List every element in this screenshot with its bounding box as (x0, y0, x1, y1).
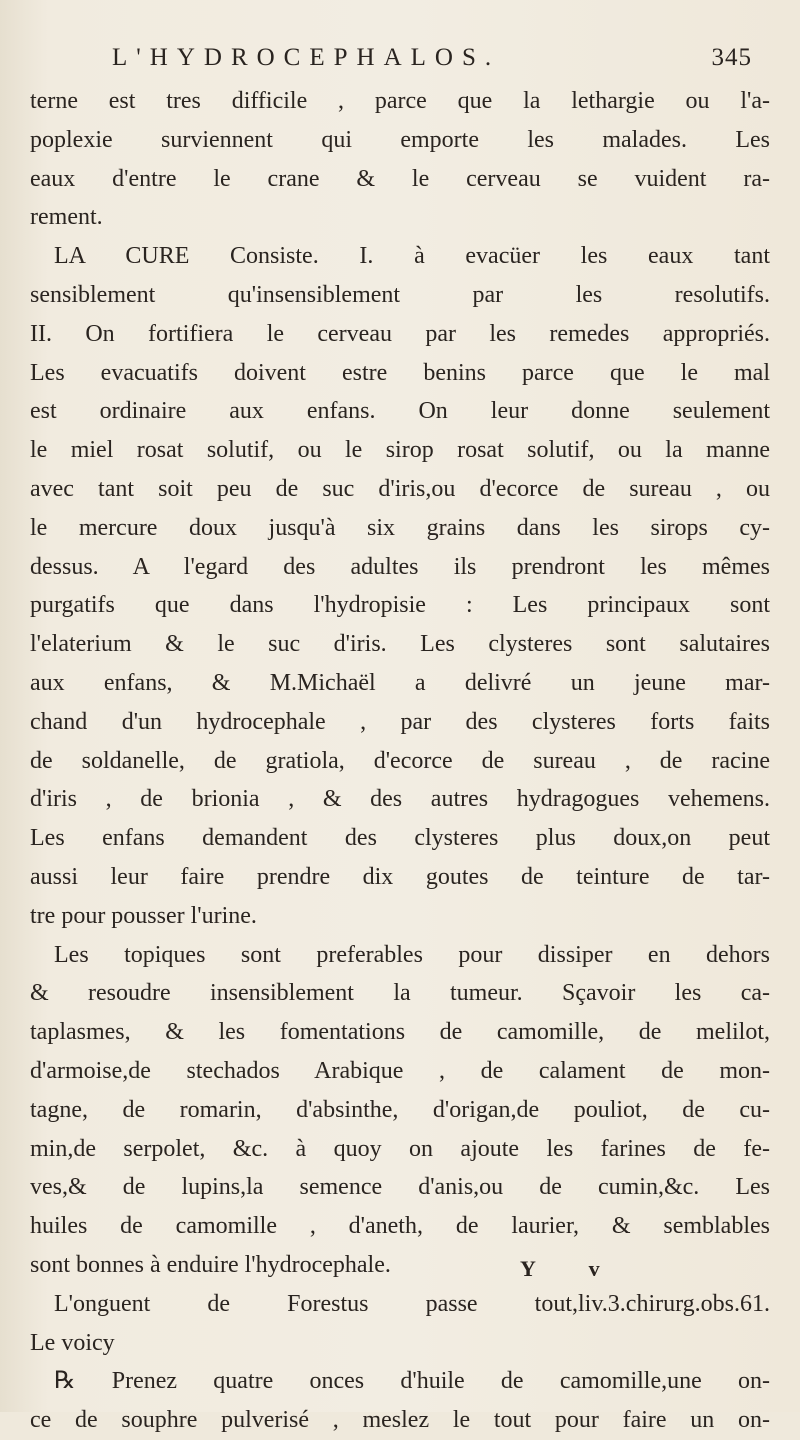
text-line: ce de souphre pulverisé , meslez le tout pour faire un on- (30, 1407, 770, 1434)
text-line: sensiblement qu'insensiblement par les resolutifs. (30, 281, 770, 308)
text-line: le mercure doux jusqu'à six grains dans les sirops cy- (30, 514, 770, 541)
text-line: II. On fortifiera le cerveau par les remedes appropriés. (30, 320, 770, 347)
text-line: l'elaterium & le suc d'iris. Les clysteres sont salutaires (30, 631, 770, 658)
text-line: ℞ Prenez quatre onces d'huile de camomille,une on- (54, 1368, 770, 1395)
text-line: de soldanelle, de gratiola, d'ecorce de sureau , de racine (30, 747, 770, 774)
text-line: chand d'un hydrocephale , par des clysteres forts faits (30, 708, 770, 735)
text-line: Les enfans demandent des clysteres plus doux,on peut (30, 825, 770, 852)
body-text (30, 82, 770, 1440)
text-line: L'onguent de Forestus passe tout,liv.3.chirurg.obs.61. (54, 1290, 770, 1317)
text-line: avec tant soit peu de suc d'iris,ou d'ecorce de sureau , ou (30, 475, 770, 502)
text-line: aussi leur faire prendre dix goutes de teinture de tar- (30, 863, 770, 890)
text-line: taplasmes, & les fomentations de camomille, de melilot, (30, 1019, 770, 1046)
text-line: tre pour pousser l'urine. (30, 902, 257, 929)
text-line: aux enfans, & M.Michaël a delivré un jeune mar- (30, 669, 770, 696)
text-line: LA CURE Consiste. I. à evacüer les eaux tant (54, 243, 770, 270)
text-line: poplexie surviennent qui emporte les malades. Les (30, 126, 770, 153)
text-line: sont bonnes à enduire l'hydrocephale. (30, 1251, 391, 1278)
text-line: eaux d'entre le crane & le cerveau se vuident ra- (30, 165, 770, 192)
running-header (112, 44, 752, 84)
text-line: rement. (30, 204, 103, 231)
text-line: d'iris , de brionia , & des autres hydragogues vehemens. (30, 786, 770, 813)
text-line: huiles de camomille , d'aneth, de laurier, & semblables (30, 1213, 770, 1240)
text-line: purgatifs que dans l'hydropisie : Les principaux sont (30, 592, 770, 619)
text-line: d'armoise,de stechados Arabique , de calament de mon- (30, 1057, 770, 1084)
text-line: Les topiques sont preferables pour dissiper en dehors (54, 941, 770, 968)
text-line: min,de serpolet, &c. à quoy on ajoute les farines de fe- (30, 1135, 770, 1162)
catchword: Y v (520, 1256, 624, 1281)
text-line: tagne, de romarin, d'absinthe, d'origan,de pouliot, de cu- (30, 1096, 770, 1123)
text-line: Les evacuatifs doivent estre benins parce que le mal (30, 359, 770, 386)
text-line: ves,& de lupins,la semence d'anis,ou de cumin,&c. Les (30, 1174, 770, 1201)
text-line: est ordinaire aux enfans. On leur donne seulement (30, 398, 770, 425)
running-title: L'HYDROCEPHALOS. (112, 44, 501, 71)
text-line: & resoudre insensiblement la tumeur. Sçavoir les ca- (30, 980, 770, 1007)
text-line: Le voicy (30, 1329, 115, 1356)
page-number: 345 (711, 44, 752, 71)
text-line: dessus. A l'egard des adultes ils prendront les mêmes (30, 553, 770, 580)
text-line: terne est tres difficile , parce que la lethargie ou l'a- (30, 88, 770, 114)
text-line: le miel rosat solutif, ou le sirop rosat solutif, ou la manne (30, 437, 770, 464)
